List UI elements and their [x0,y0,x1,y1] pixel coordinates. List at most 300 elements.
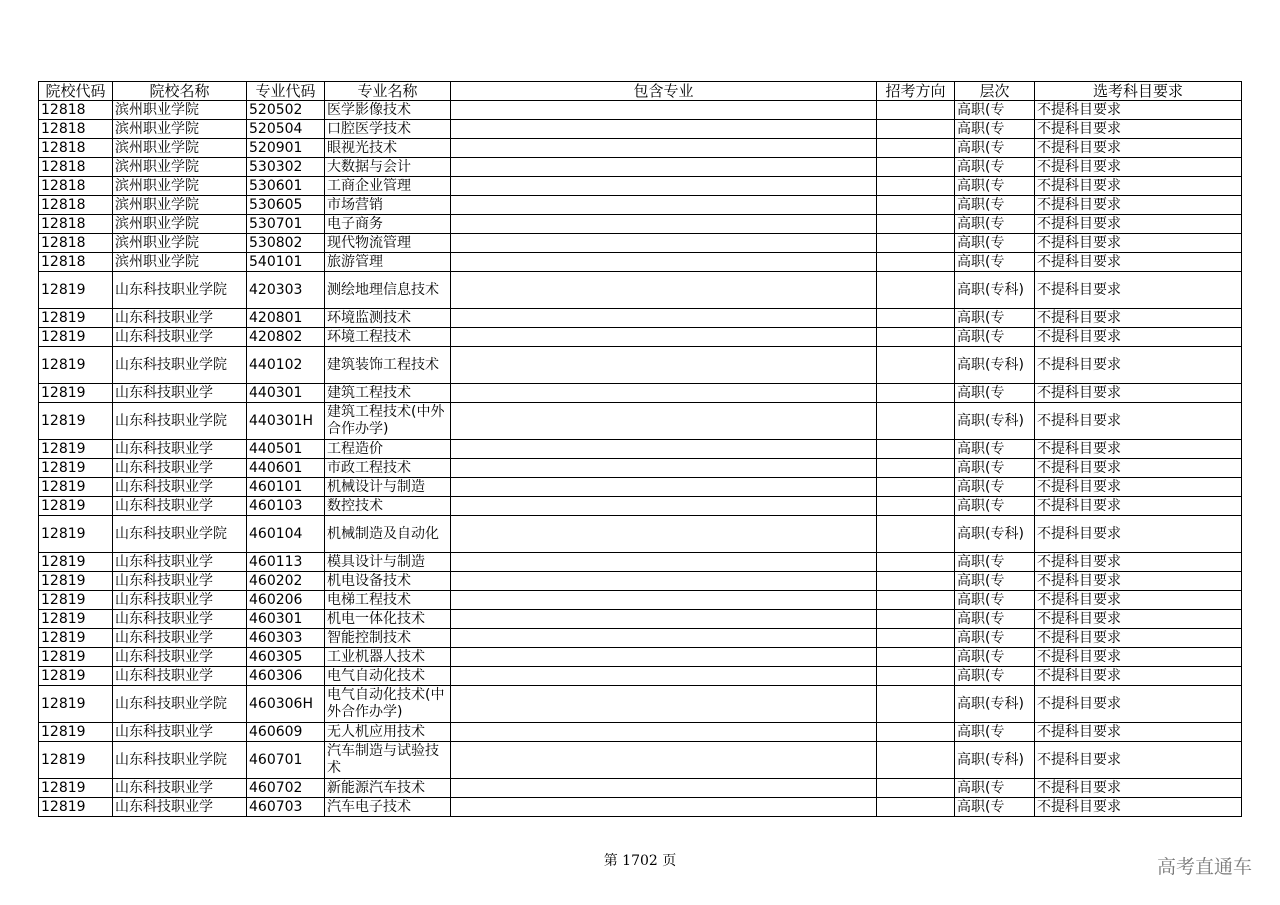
cell-level: 高职(专 [955,196,1035,215]
cell-major-code: 440301H [247,403,325,440]
table-row [39,478,1242,497]
cell-school-code: 12819 [39,742,113,779]
cell-major-name: 机电设备技术 [325,572,451,591]
cell-direction [877,272,955,309]
cell-included-majors [451,196,877,215]
cell-major-name: 机械设计与制造 [325,478,451,497]
cell-subject-requirement: 不提科目要求 [1035,478,1242,497]
cell-included-majors [451,309,877,328]
cell-school-name: 滨州职业学院 [113,196,247,215]
cell-subject-requirement: 不提科目要求 [1035,253,1242,272]
cell-school-code: 12819 [39,723,113,742]
cell-level: 高职(专 [955,459,1035,478]
cell-major-name: 口腔医学技术 [325,120,451,139]
cell-subject-requirement: 不提科目要求 [1035,196,1242,215]
cell-subject-requirement: 不提科目要求 [1035,309,1242,328]
cell-level: 高职(专 [955,610,1035,629]
cell-school-name: 山东科技职业学 [113,798,247,817]
cell-major-name: 市政工程技术 [325,459,451,478]
cell-level: 高职(专 [955,177,1035,196]
cell-major-name: 智能控制技术 [325,629,451,648]
cell-subject-requirement: 不提科目要求 [1035,553,1242,572]
cell-school-code: 12819 [39,384,113,403]
cell-direction [877,347,955,384]
cell-major-code: 440501 [247,440,325,459]
cell-level: 高职(专 [955,309,1035,328]
cell-direction [877,158,955,177]
cell-included-majors [451,610,877,629]
cell-direction [877,478,955,497]
table-row [39,253,1242,272]
table-row [39,779,1242,798]
cell-level: 高职(专 [955,723,1035,742]
cell-level: 高职(专 [955,158,1035,177]
header-school-name: 院校名称 [113,82,247,101]
cell-major-code: 440601 [247,459,325,478]
cell-level: 高职(专 [955,591,1035,610]
cell-subject-requirement: 不提科目要求 [1035,120,1242,139]
cell-major-name: 汽车制造与试验技术 [325,742,451,779]
cell-subject-requirement: 不提科目要求 [1035,328,1242,347]
table-row [39,101,1242,120]
cell-major-code: 460305 [247,648,325,667]
cell-major-code: 460104 [247,516,325,553]
cell-school-name: 山东科技职业学 [113,591,247,610]
cell-subject-requirement: 不提科目要求 [1035,440,1242,459]
cell-direction [877,648,955,667]
cell-level: 高职(专 [955,667,1035,686]
table-row [39,328,1242,347]
cell-included-majors [451,572,877,591]
table-row [39,723,1242,742]
cell-major-code: 460206 [247,591,325,610]
cell-school-code: 12819 [39,591,113,610]
cell-major-name: 工程造价 [325,440,451,459]
cell-school-code: 12819 [39,403,113,440]
cell-school-code: 12818 [39,253,113,272]
cell-school-code: 12818 [39,177,113,196]
cell-major-name: 电气自动化技术(中外合作办学) [325,686,451,723]
cell-direction [877,253,955,272]
table-row [39,629,1242,648]
table-row [39,497,1242,516]
cell-major-name: 眼视光技术 [325,139,451,158]
cell-major-name: 市场营销 [325,196,451,215]
cell-included-majors [451,516,877,553]
cell-school-name: 山东科技职业学院 [113,742,247,779]
cell-level: 高职(专科) [955,272,1035,309]
cell-direction [877,591,955,610]
cell-subject-requirement: 不提科目要求 [1035,101,1242,120]
cell-level: 高职(专科) [955,347,1035,384]
cell-included-majors [451,478,877,497]
cell-school-name: 山东科技职业学院 [113,686,247,723]
table-row [39,648,1242,667]
enrollment-table [38,81,1242,817]
cell-school-name: 山东科技职业学 [113,459,247,478]
cell-major-name: 电子商务 [325,215,451,234]
cell-school-name: 滨州职业学院 [113,253,247,272]
cell-direction [877,629,955,648]
cell-school-code: 12819 [39,478,113,497]
cell-major-code: 460103 [247,497,325,516]
cell-school-name: 山东科技职业学 [113,497,247,516]
cell-school-code: 12818 [39,215,113,234]
cell-school-code: 12818 [39,101,113,120]
cell-subject-requirement: 不提科目要求 [1035,798,1242,817]
cell-major-code: 440102 [247,347,325,384]
cell-school-name: 山东科技职业学院 [113,403,247,440]
cell-direction [877,667,955,686]
cell-major-name: 模具设计与制造 [325,553,451,572]
cell-school-code: 12818 [39,196,113,215]
cell-included-majors [451,120,877,139]
cell-subject-requirement: 不提科目要求 [1035,403,1242,440]
cell-subject-requirement: 不提科目要求 [1035,742,1242,779]
cell-level: 高职(专 [955,139,1035,158]
table-row [39,403,1242,440]
cell-included-majors [451,591,877,610]
cell-major-code: 520502 [247,101,325,120]
cell-direction [877,798,955,817]
cell-direction [877,686,955,723]
cell-major-name: 旅游管理 [325,253,451,272]
page-number: 第 1702 页 [603,853,677,869]
cell-included-majors [451,384,877,403]
cell-included-majors [451,328,877,347]
cell-major-code: 520504 [247,120,325,139]
cell-subject-requirement: 不提科目要求 [1035,591,1242,610]
cell-school-code: 12819 [39,610,113,629]
cell-major-code: 460301 [247,610,325,629]
cell-major-name: 机电一体化技术 [325,610,451,629]
cell-school-name: 山东科技职业学 [113,384,247,403]
cell-major-code: 530302 [247,158,325,177]
watermark: 高考直通车 [1156,856,1252,878]
table-row [39,591,1242,610]
cell-level: 高职(专 [955,478,1035,497]
cell-major-code: 540101 [247,253,325,272]
table-row [39,459,1242,478]
cell-major-name: 建筑工程技术(中外合作办学) [325,403,451,440]
cell-included-majors [451,459,877,478]
cell-subject-requirement: 不提科目要求 [1035,177,1242,196]
cell-school-name: 滨州职业学院 [113,215,247,234]
cell-direction [877,328,955,347]
cell-direction [877,610,955,629]
cell-included-majors [451,177,877,196]
cell-school-name: 山东科技职业学 [113,572,247,591]
cell-school-name: 滨州职业学院 [113,120,247,139]
cell-major-name: 新能源汽车技术 [325,779,451,798]
cell-major-code: 460701 [247,742,325,779]
cell-level: 高职(专科) [955,403,1035,440]
cell-subject-requirement: 不提科目要求 [1035,610,1242,629]
cell-included-majors [451,779,877,798]
cell-direction [877,553,955,572]
table-row [39,272,1242,309]
cell-major-code: 520901 [247,139,325,158]
cell-level: 高职(专 [955,215,1035,234]
cell-school-code: 12819 [39,667,113,686]
table-row [39,686,1242,723]
table-row [39,196,1242,215]
cell-included-majors [451,440,877,459]
cell-major-name: 电气自动化技术 [325,667,451,686]
cell-school-code: 12819 [39,798,113,817]
cell-direction [877,215,955,234]
cell-school-name: 山东科技职业学 [113,723,247,742]
cell-included-majors [451,629,877,648]
cell-subject-requirement: 不提科目要求 [1035,459,1242,478]
cell-major-code: 530802 [247,234,325,253]
cell-level: 高职(专 [955,440,1035,459]
cell-major-code: 460113 [247,553,325,572]
table-row [39,234,1242,253]
cell-major-name: 无人机应用技术 [325,723,451,742]
cell-school-code: 12819 [39,347,113,384]
cell-school-name: 山东科技职业学 [113,610,247,629]
table-row [39,553,1242,572]
cell-major-code: 440301 [247,384,325,403]
cell-included-majors [451,553,877,572]
cell-major-name: 环境工程技术 [325,328,451,347]
cell-school-code: 12818 [39,234,113,253]
header-level: 层次 [955,82,1035,101]
cell-included-majors [451,139,877,158]
cell-major-code: 460703 [247,798,325,817]
cell-major-code: 530701 [247,215,325,234]
cell-school-name: 滨州职业学院 [113,139,247,158]
cell-level: 高职(专 [955,798,1035,817]
table-row [39,215,1242,234]
cell-major-code: 460702 [247,779,325,798]
cell-major-name: 现代物流管理 [325,234,451,253]
cell-major-name: 工商企业管理 [325,177,451,196]
header-major-code: 专业代码 [247,82,325,101]
cell-school-code: 12819 [39,272,113,309]
cell-level: 高职(专 [955,120,1035,139]
cell-included-majors [451,723,877,742]
cell-subject-requirement: 不提科目要求 [1035,723,1242,742]
cell-direction [877,196,955,215]
cell-included-majors [451,253,877,272]
cell-major-code: 420802 [247,328,325,347]
cell-included-majors [451,798,877,817]
cell-direction [877,723,955,742]
cell-major-name: 数控技术 [325,497,451,516]
cell-included-majors [451,403,877,440]
cell-level: 高职(专科) [955,686,1035,723]
table-row [39,572,1242,591]
cell-direction [877,459,955,478]
cell-direction [877,497,955,516]
cell-direction [877,309,955,328]
cell-direction [877,177,955,196]
cell-school-code: 12819 [39,629,113,648]
cell-level: 高职(专 [955,629,1035,648]
table-row [39,177,1242,196]
table-row [39,120,1242,139]
cell-school-code: 12819 [39,516,113,553]
cell-major-code: 530601 [247,177,325,196]
cell-major-code: 420801 [247,309,325,328]
cell-included-majors [451,234,877,253]
cell-school-name: 山东科技职业学 [113,667,247,686]
cell-major-name: 大数据与会计 [325,158,451,177]
cell-included-majors [451,158,877,177]
cell-direction [877,742,955,779]
cell-school-name: 滨州职业学院 [113,101,247,120]
cell-subject-requirement: 不提科目要求 [1035,139,1242,158]
cell-major-name: 机械制造及自动化 [325,516,451,553]
cell-level: 高职(专 [955,648,1035,667]
header-major-name: 专业名称 [325,82,451,101]
cell-school-name: 山东科技职业学 [113,629,247,648]
cell-school-code: 12818 [39,158,113,177]
cell-major-name: 建筑工程技术 [325,384,451,403]
cell-subject-requirement: 不提科目要求 [1035,779,1242,798]
cell-included-majors [451,667,877,686]
cell-major-code: 460306 [247,667,325,686]
cell-major-code: 460202 [247,572,325,591]
cell-level: 高职(专 [955,101,1035,120]
cell-subject-requirement: 不提科目要求 [1035,686,1242,723]
cell-level: 高职(专 [955,572,1035,591]
cell-included-majors [451,648,877,667]
cell-level: 高职(专 [955,497,1035,516]
cell-school-name: 滨州职业学院 [113,177,247,196]
cell-level: 高职(专 [955,553,1035,572]
cell-major-code: 460303 [247,629,325,648]
cell-school-code: 12819 [39,686,113,723]
cell-included-majors [451,742,877,779]
table-row [39,667,1242,686]
cell-school-name: 山东科技职业学 [113,440,247,459]
cell-school-name: 山东科技职业学院 [113,347,247,384]
cell-direction [877,572,955,591]
cell-major-code: 530605 [247,196,325,215]
cell-major-name: 环境监测技术 [325,309,451,328]
cell-included-majors [451,497,877,516]
cell-direction [877,234,955,253]
cell-school-name: 山东科技职业学 [113,648,247,667]
cell-school-code: 12819 [39,309,113,328]
cell-subject-requirement: 不提科目要求 [1035,648,1242,667]
cell-direction [877,120,955,139]
cell-major-code: 460306H [247,686,325,723]
header-school-code: 院校代码 [39,82,113,101]
cell-subject-requirement: 不提科目要求 [1035,667,1242,686]
cell-included-majors [451,272,877,309]
cell-included-majors [451,686,877,723]
cell-major-name: 汽车电子技术 [325,798,451,817]
cell-level: 高职(专 [955,234,1035,253]
cell-school-code: 12819 [39,440,113,459]
table-body [39,101,1242,817]
cell-subject-requirement: 不提科目要求 [1035,629,1242,648]
cell-subject-requirement: 不提科目要求 [1035,347,1242,384]
cell-major-code: 420303 [247,272,325,309]
cell-direction [877,779,955,798]
cell-school-code: 12819 [39,648,113,667]
cell-school-code: 12819 [39,459,113,478]
cell-school-name: 山东科技职业学 [113,478,247,497]
cell-school-name: 滨州职业学院 [113,158,247,177]
cell-school-code: 12819 [39,572,113,591]
cell-school-name: 滨州职业学院 [113,234,247,253]
cell-level: 高职(专 [955,253,1035,272]
cell-included-majors [451,347,877,384]
table-row [39,610,1242,629]
cell-school-name: 山东科技职业学院 [113,516,247,553]
cell-subject-requirement: 不提科目要求 [1035,215,1242,234]
cell-school-code: 12819 [39,497,113,516]
cell-level: 高职(专 [955,779,1035,798]
table-row [39,516,1242,553]
cell-included-majors [451,101,877,120]
cell-direction [877,440,955,459]
cell-major-name: 测绘地理信息技术 [325,272,451,309]
cell-subject-requirement: 不提科目要求 [1035,572,1242,591]
header-included-majors: 包含专业 [451,82,877,101]
cell-direction [877,384,955,403]
cell-school-name: 山东科技职业学 [113,779,247,798]
table-row [39,347,1242,384]
cell-school-name: 山东科技职业学 [113,553,247,572]
cell-major-name: 电梯工程技术 [325,591,451,610]
cell-school-name: 山东科技职业学 [113,328,247,347]
table-row [39,139,1242,158]
table-row [39,798,1242,817]
header-row [39,82,1242,101]
cell-subject-requirement: 不提科目要求 [1035,158,1242,177]
cell-school-name: 山东科技职业学院 [113,272,247,309]
table-row [39,742,1242,779]
cell-direction [877,403,955,440]
cell-direction [877,139,955,158]
cell-school-name: 山东科技职业学 [113,309,247,328]
cell-school-code: 12819 [39,328,113,347]
cell-major-code: 460609 [247,723,325,742]
table-row [39,440,1242,459]
table-row [39,158,1242,177]
cell-level: 高职(专 [955,384,1035,403]
cell-direction [877,101,955,120]
cell-school-code: 12818 [39,139,113,158]
cell-subject-requirement: 不提科目要求 [1035,234,1242,253]
cell-major-name: 建筑装饰工程技术 [325,347,451,384]
header-subject-requirement: 选考科目要求 [1035,82,1242,101]
table-row [39,309,1242,328]
cell-level: 高职(专科) [955,742,1035,779]
cell-subject-requirement: 不提科目要求 [1035,384,1242,403]
table-row [39,384,1242,403]
cell-school-code: 12818 [39,120,113,139]
cell-level: 高职(专科) [955,516,1035,553]
cell-major-code: 460101 [247,478,325,497]
cell-direction [877,516,955,553]
cell-level: 高职(专 [955,328,1035,347]
cell-subject-requirement: 不提科目要求 [1035,272,1242,309]
cell-subject-requirement: 不提科目要求 [1035,516,1242,553]
cell-school-code: 12819 [39,553,113,572]
cell-included-majors [451,215,877,234]
cell-school-code: 12819 [39,779,113,798]
header-direction: 招考方向 [877,82,955,101]
cell-major-name: 工业机器人技术 [325,648,451,667]
cell-major-name: 医学影像技术 [325,101,451,120]
